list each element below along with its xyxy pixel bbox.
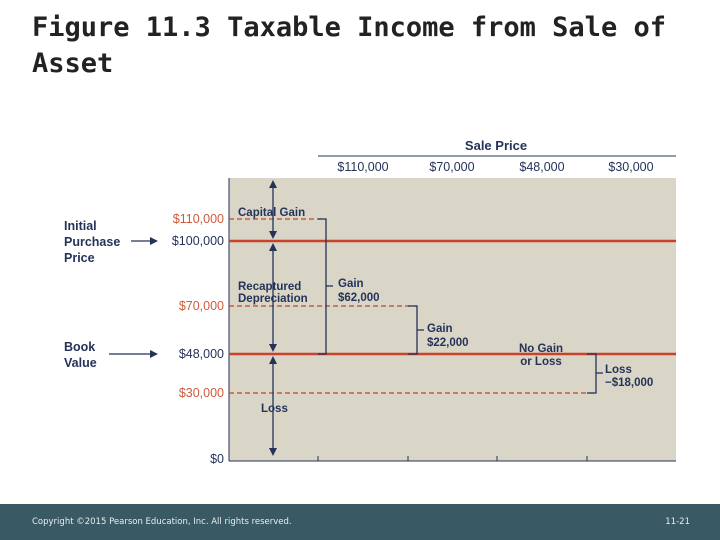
sale-price-header: Sale Price — [464, 138, 528, 153]
y-label-70000: $70,000 — [178, 299, 224, 313]
recaptured-label-1: Recaptured — [238, 281, 302, 293]
purchase-price-label-1: Initial — [64, 219, 97, 233]
y-label-100000: $100,000 — [171, 234, 224, 248]
sale-price-110000: $110,000 — [337, 160, 389, 174]
y-label-0: $0 — [210, 452, 224, 466]
page-number: 11-21 — [665, 517, 690, 527]
capital-gain-label: Capital Gain — [238, 207, 306, 219]
sale-price-70000: $70,000 — [429, 160, 475, 174]
slide-footer — [0, 504, 720, 540]
no-gain-label-2: or Loss — [520, 356, 562, 368]
arrow-head — [150, 350, 158, 358]
loss-label: Loss — [261, 403, 288, 415]
recaptured-label-2: Depreciation — [238, 293, 308, 305]
loss-18000-label-2: −$18,000 — [605, 377, 654, 389]
copyright-text: Copyright ©2015 Pearson Education, Inc. All rights reserved. — [32, 517, 292, 527]
gain-62000-label-2: $62,000 — [338, 292, 380, 304]
gain-62000-label-1: Gain — [338, 278, 364, 290]
y-label-110000: $110,000 — [172, 212, 224, 226]
y-label-48000: $48,000 — [178, 347, 224, 361]
purchase-price-label-2: Purchase — [64, 235, 121, 249]
book-value-label-2: Value — [64, 356, 97, 370]
loss-18000-label-1: Loss — [605, 364, 632, 376]
y-label-30000: $30,000 — [178, 386, 224, 400]
slide-title: Figure 11.3 Taxable Income from Sale of Asset — [32, 12, 666, 79]
no-gain-label-1: No Gain — [518, 343, 564, 355]
gain-22000-label-1: Gain — [427, 323, 453, 335]
sale-price-30000: $30,000 — [608, 160, 654, 174]
sale-price-48000: $48,000 — [519, 160, 565, 174]
diagram-panel — [229, 178, 676, 461]
gain-22000-label-2: $22,000 — [427, 337, 469, 349]
purchase-price-label-3: Price — [64, 251, 95, 265]
book-value-label-1: Book — [64, 340, 96, 354]
arrow-head — [150, 237, 158, 245]
